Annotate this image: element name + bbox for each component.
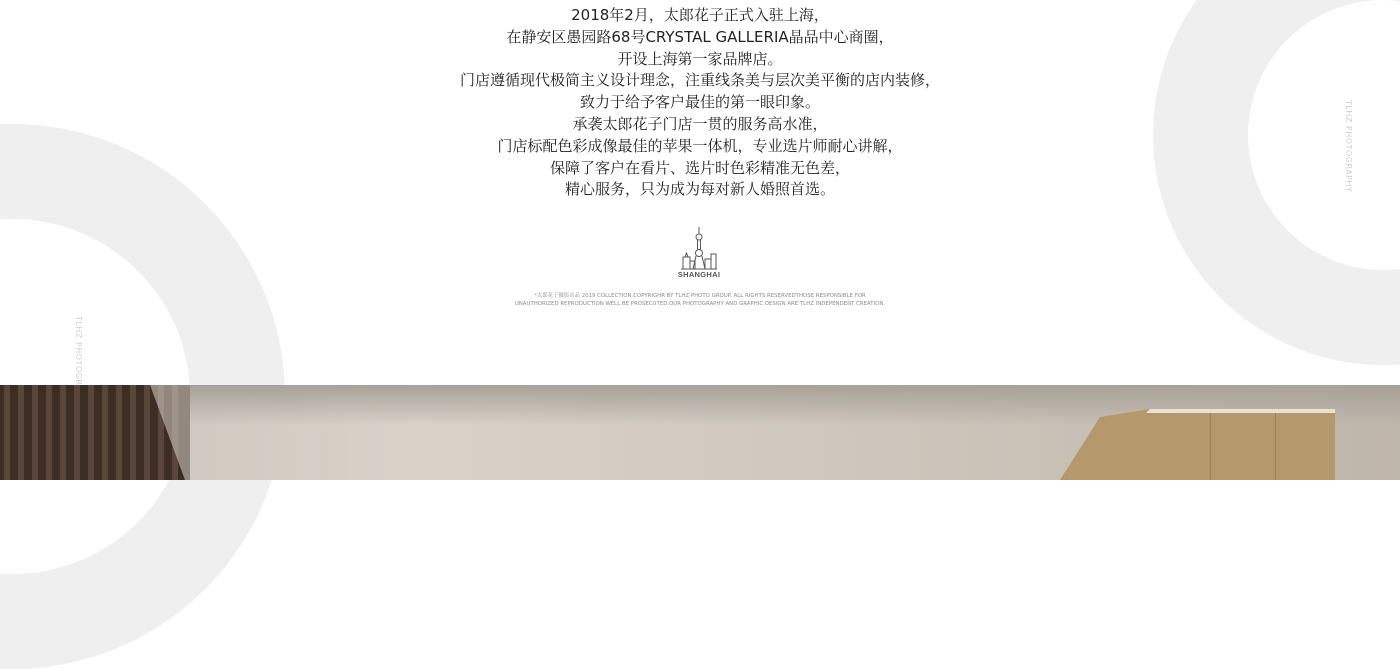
decorative-ring-right — [1153, 0, 1400, 365]
wood-slat-wall — [0, 385, 190, 480]
story-line: 承袭太郎花子门店一贯的服务高水准， — [572, 114, 828, 133]
wood-cabinet — [1060, 407, 1360, 480]
copyright-notice — [450, 292, 950, 308]
copyright-line: *太郎花子摄影出品 2019 COLLECTION.COPYRIGHR BY TLHZ PHOTO GROUP. ALL RIGHTS RESERVEDTHOSE RESPONSIBLE FOR — [534, 293, 866, 299]
logo-label: SHANGHAI — [677, 270, 721, 279]
store-story — [300, 5, 1100, 201]
shanghai-logo — [672, 226, 726, 282]
watermark-left: TLHZ PHOTOGR — [74, 316, 83, 386]
story-line: 致力于给予客户最佳的第一眼印象。 — [579, 93, 820, 112]
story-line: 门店标配色彩成像最佳的苹果一体机，专业选片师耐心讲解， — [497, 136, 903, 155]
copyright-line: UNAUTHORIZED REPRODUCTION WELL BE PROSECUTED.OUR PHOTOGRAPHY AND GRAPHIC DESIGN ARE TLHZ INDEPENDENT CREATION. — [514, 301, 886, 308]
shanghai-skyline-icon — [679, 226, 719, 270]
story-line: 开设上海第一家品牌店。 — [617, 49, 783, 68]
story-line: 门店遵循现代极简主义设计理念，注重线条美与层次美平衡的店内装修， — [459, 71, 940, 90]
story-line: 在静安区愚园路68号CRYSTAL GALLERIA晶品中心商圈， — [506, 27, 894, 46]
story-line: 保障了客户在看片、选片时色彩精准无色差， — [549, 158, 850, 177]
story-line: 2018年2月，太郎花子正式入驻上海， — [571, 6, 829, 24]
watermark-right: TLHZ PHOTOGRAPHY — [1344, 100, 1353, 193]
store-interior-photo — [0, 385, 1400, 480]
story-line: 精心服务，只为成为每对新人婚照首选。 — [564, 180, 835, 199]
